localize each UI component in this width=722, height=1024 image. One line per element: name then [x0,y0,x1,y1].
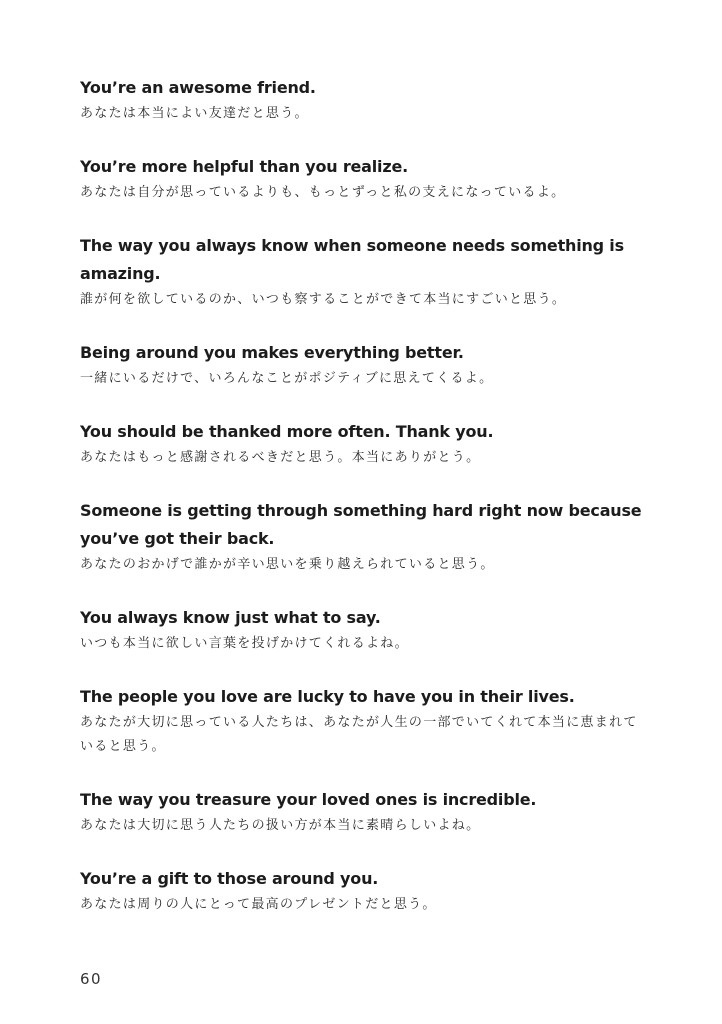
phrase-entry [80,497,650,577]
english-phrase: The people you love are lucky to have you in their lives. [80,687,575,706]
phrase-entry [80,74,650,126]
phrase-entry [80,153,650,205]
japanese-translation: 一緒にいるだけで、いろんなことがポジティブに思えてくるよ。 [80,371,494,386]
japanese-translation: あなたは大切に思う人たちの扱い方が本当に素晴らしいよね。 [80,818,481,833]
japanese-translation: あなたが大切に思っている人たちは、あなたが人生の一部でいてくれて本当に恵まれていると思う。 [80,715,638,754]
phrase-entry [80,339,650,391]
japanese-translation: あなたは本当によい友達だと思う。 [80,106,309,121]
english-phrase: Someone is getting through something hard right now because you’ve got their back. [80,501,642,548]
phrase-list [80,74,650,944]
phrase-entry [80,683,650,759]
english-phrase: You’re an awesome friend. [80,78,316,97]
english-phrase: The way you treasure your loved ones is incredible. [80,790,537,809]
english-phrase: You should be thanked more often. Thank you. [80,422,494,441]
phrase-entry [80,865,650,917]
english-phrase: You always know just what to say. [80,608,381,627]
english-phrase: The way you always know when someone needs something is amazing. [80,236,624,283]
phrase-entry [80,786,650,838]
japanese-translation: あなたは周りの人にとって最高のプレゼントだと思う。 [80,897,437,912]
japanese-translation: あなたは自分が思っているよりも、もっとずっと私の支えになっているよ。 [80,185,566,200]
japanese-translation: 誰が何を欲しているのか、いつも察することができて本当にすごいと思う。 [80,292,567,307]
phrase-entry [80,418,650,470]
japanese-translation: あなたのおかげで誰かが辛い思いを乗り越えられていると思う。 [80,557,495,572]
phrase-entry [80,604,650,656]
english-phrase: You’re more helpful than you realize. [80,157,408,176]
japanese-translation: いつも本当に欲しい言葉を投げかけてくれるよね。 [80,636,409,651]
english-phrase: You’re a gift to those around you. [80,869,379,888]
japanese-translation: あなたはもっと感謝されるべきだと思う。本当にありがとう。 [80,450,481,465]
phrase-entry [80,232,650,312]
english-phrase: Being around you makes everything better. [80,343,464,362]
page-number: 60 [80,970,103,988]
